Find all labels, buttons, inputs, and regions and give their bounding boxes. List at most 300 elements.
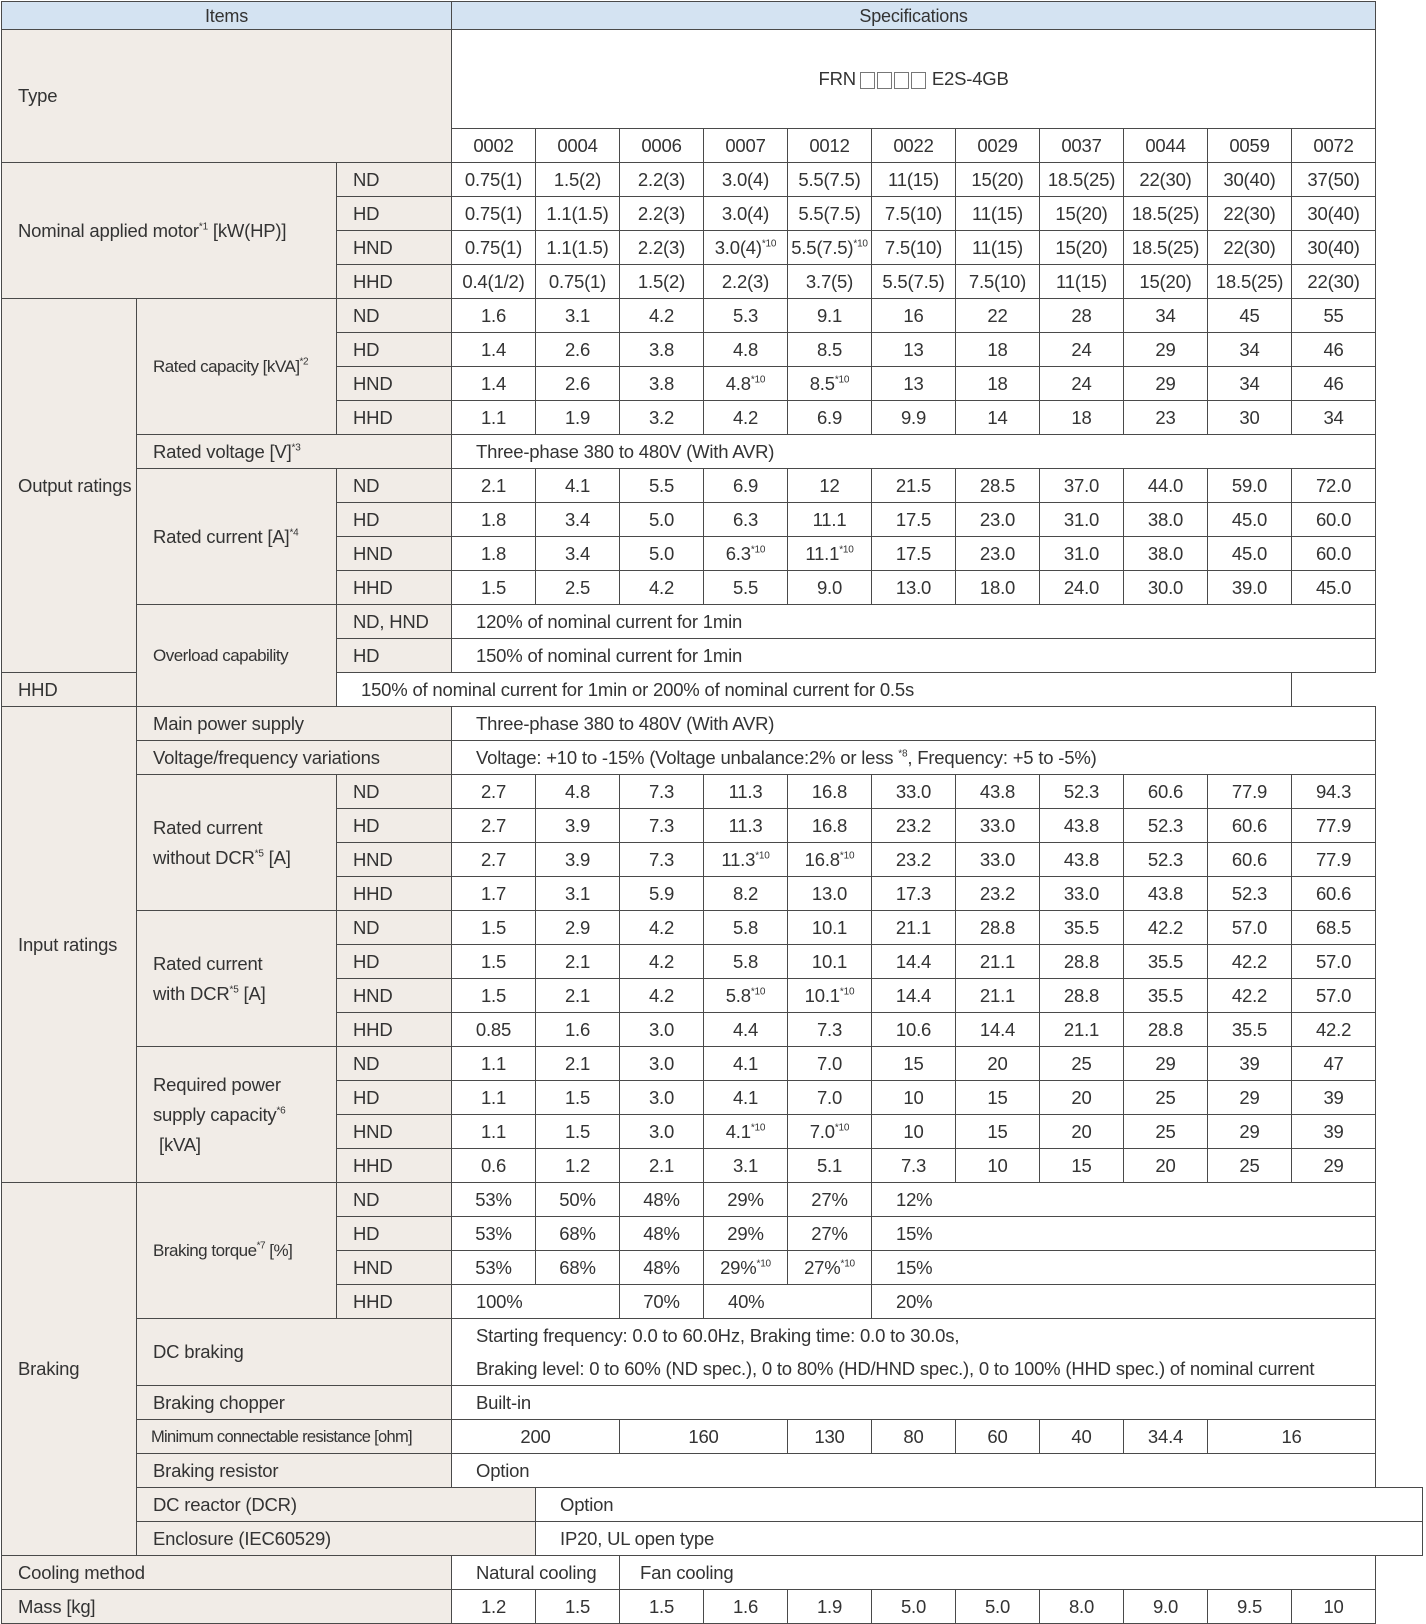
type-code: 0029 [956, 129, 1040, 163]
value-text: 5.5 [648, 474, 675, 496]
value-cell [1124, 945, 1208, 979]
braking-resistor-value: Option [452, 1454, 1376, 1488]
value-text: 42.2 [1147, 916, 1184, 938]
braking-resistor-label: Braking resistor [137, 1454, 452, 1488]
value-text: 52.3 [1147, 814, 1184, 836]
value-cell [1208, 877, 1292, 911]
type-row [2, 30, 1423, 129]
value-text: 29 [1155, 372, 1176, 394]
torque-value [536, 1217, 620, 1251]
value-cell [956, 265, 1040, 299]
value-text: 23.2 [895, 814, 932, 836]
value-text: 16.8 [811, 780, 848, 802]
value-text: 53% [475, 1188, 512, 1210]
value-cell [1040, 571, 1124, 605]
value-cell [872, 775, 956, 809]
mode-nd: ND [337, 469, 452, 503]
mode-hd: HD [337, 197, 452, 231]
mode-nd: ND [337, 911, 452, 945]
value-cell [872, 809, 956, 843]
value-text: 30(40) [1307, 236, 1360, 258]
value-text: 7.5(10) [884, 202, 943, 224]
type-code: 0022 [872, 129, 956, 163]
value-text: 17.3 [895, 882, 932, 904]
value-text: 31.0 [1063, 508, 1100, 530]
value-text: 1.8 [480, 508, 507, 530]
value-cell [704, 231, 788, 265]
value-text: 8.5 [809, 372, 835, 394]
value-cell [704, 911, 788, 945]
value-cell [872, 197, 956, 231]
value-cell [704, 265, 788, 299]
model-suffix: E2S-4GB [931, 68, 1009, 89]
value-text: 3.0 [648, 1086, 675, 1108]
value-cell [704, 571, 788, 605]
value-text: 1.8 [480, 542, 507, 564]
torque-value [704, 1183, 788, 1217]
label-text: with DCR [153, 982, 230, 1004]
torque-value [536, 1251, 620, 1285]
value-cell [872, 571, 956, 605]
value-cell [956, 469, 1040, 503]
value-text: 6.3 [725, 542, 751, 564]
value-cell [1208, 537, 1292, 571]
value-text: 2.7 [480, 780, 507, 802]
value-cell [872, 163, 956, 197]
mode-hd: HD [337, 639, 452, 673]
value-cell [1124, 775, 1208, 809]
value-text: 18.5(25) [1131, 236, 1200, 258]
value-text: 30 [1239, 406, 1260, 428]
footnote-10: *10 [839, 850, 855, 861]
value-cell [536, 945, 620, 979]
value-cell [956, 537, 1040, 571]
value-text: 29% [720, 1256, 757, 1278]
value-text: 4.1 [564, 474, 591, 496]
value-cell [872, 1081, 956, 1115]
value-cell [536, 265, 620, 299]
value-cell [1040, 197, 1124, 231]
value-text: 5.5(7.5) [798, 202, 861, 224]
mode-nd: ND [337, 775, 452, 809]
value-text: 8.5 [816, 338, 843, 360]
enclosure-label: Enclosure (IEC60529) [137, 1522, 536, 1556]
value-cell [956, 877, 1040, 911]
value-text: 72.0 [1315, 474, 1352, 496]
torque-value [452, 1183, 536, 1217]
label-text: Rated voltage [V] [153, 440, 292, 462]
value-cell [620, 809, 704, 843]
value-text: 57.0 [1231, 916, 1268, 938]
type-code: 0037 [1040, 129, 1124, 163]
value-text: 11.3 [728, 814, 763, 836]
value-text: 5.8 [725, 984, 751, 1006]
torque-value [872, 1183, 1376, 1217]
value-text: 3.2 [648, 406, 675, 428]
value-cell [1292, 265, 1376, 299]
footnote-5: *5 [254, 848, 264, 859]
value-text: 3.1 [732, 1154, 759, 1176]
value-cell [620, 877, 704, 911]
value-cell [452, 945, 536, 979]
value-cell [620, 843, 704, 877]
value-text: 33.0 [895, 780, 932, 802]
value-text: 68% [559, 1256, 596, 1278]
value-cell [1124, 231, 1208, 265]
footnote-10: *10 [750, 1122, 766, 1133]
value-text: 2.6 [564, 338, 591, 360]
mode-hd: HD [337, 503, 452, 537]
value-cell [872, 231, 956, 265]
value-text: 57.0 [1315, 950, 1352, 972]
value-text: 2.6 [564, 372, 591, 394]
value-text: 1.5 [564, 1120, 591, 1142]
overload-value: 150% of nominal current for 1min or 200% of nominal current for 0.5s [337, 673, 1292, 707]
value-cell [1124, 333, 1208, 367]
mode-hhd: HHD [337, 265, 452, 299]
value-text: 45.0 [1231, 542, 1268, 564]
value-text: 1.1(1.5) [546, 202, 609, 224]
value-cell [704, 1115, 788, 1149]
value-text: 4.2 [648, 576, 675, 598]
value-cell [1208, 197, 1292, 231]
value-cell [452, 469, 536, 503]
value-cell [1208, 469, 1292, 503]
value-text: 2.1 [648, 1154, 675, 1176]
value-text: 27% [804, 1256, 841, 1278]
overload-capability-label: Overload capability [137, 605, 337, 707]
value-text: 28.8 [979, 916, 1016, 938]
overload-row [2, 605, 1423, 639]
value-text: 52.3 [1231, 882, 1268, 904]
value-text: 70% [643, 1290, 680, 1312]
type-code: 0012 [788, 129, 872, 163]
value-text: 31.0 [1063, 542, 1100, 564]
braking-chopper-row [2, 1386, 1423, 1420]
value-text: 23.0 [979, 508, 1016, 530]
value-text: 43.8 [1147, 882, 1184, 904]
value-cell [620, 1013, 704, 1047]
value-text: 2.2(3) [637, 168, 686, 190]
mass-value: 9.0 [1124, 1590, 1208, 1624]
braking-torque-row [2, 1183, 1423, 1217]
value-text: 4.2 [648, 984, 675, 1006]
type-code: 0072 [1292, 129, 1376, 163]
value-text: 12 [819, 474, 840, 496]
value-cell [956, 843, 1040, 877]
value-cell [452, 537, 536, 571]
value-cell [704, 537, 788, 571]
value-text: 21.1 [895, 916, 932, 938]
value-cell [536, 979, 620, 1013]
value-text: 33.0 [979, 814, 1016, 836]
value-text: 11.1 [805, 542, 840, 564]
value-cell [1124, 537, 1208, 571]
value-cell [620, 1115, 704, 1149]
value-text: 3.7(5) [805, 270, 854, 292]
value-cell [1124, 911, 1208, 945]
value-text: 2.1 [564, 984, 591, 1006]
value-cell [1208, 333, 1292, 367]
value-text: 25 [1155, 1120, 1176, 1142]
value-cell [1208, 265, 1292, 299]
value-text: 59.0 [1231, 474, 1268, 496]
value-cell [788, 231, 872, 265]
footnote-4: *4 [289, 527, 299, 538]
value-text: 33.0 [1063, 882, 1100, 904]
value-cell [1208, 911, 1292, 945]
value-cell [536, 843, 620, 877]
mode-nd: ND [337, 1183, 452, 1217]
value-cell [620, 775, 704, 809]
mode-hd: HD [337, 333, 452, 367]
value-cell [1292, 299, 1376, 333]
mode-hnd: HND [337, 1251, 452, 1285]
label-text: Braking torque [153, 1240, 257, 1260]
value-text: 1.1 [480, 1086, 507, 1108]
value-cell [872, 1047, 956, 1081]
label-text: Rated capacity [kVA] [153, 356, 300, 376]
type-code: 0004 [536, 129, 620, 163]
value-text: 77.9 [1315, 814, 1352, 836]
value-text: 3.9 [564, 814, 591, 836]
value-cell [1208, 231, 1292, 265]
value-text: 17.5 [895, 508, 932, 530]
value-text: 1.5 [480, 576, 507, 598]
value-text: 10.1 [804, 984, 840, 1006]
torque-value [872, 1251, 1376, 1285]
value-cell [452, 877, 536, 911]
value-cell [1040, 877, 1124, 911]
value-cell [1292, 367, 1376, 401]
value-cell [1292, 469, 1376, 503]
model-prefix: FRN [818, 68, 856, 89]
value-text: 9.1 [816, 304, 843, 326]
value-text: 0.75(1) [464, 168, 523, 190]
mass-value: 8.0 [1040, 1590, 1124, 1624]
value-text: 4.1 [725, 1120, 751, 1142]
value-text: 14 [987, 406, 1008, 428]
value-cell [452, 503, 536, 537]
type-label: Type [2, 30, 452, 163]
value-text: 7.5(10) [968, 270, 1027, 292]
value-cell [536, 163, 620, 197]
value-text: 11(15) [972, 202, 1023, 224]
footnote-8: *8 [898, 748, 908, 759]
mode-hnd: HND [337, 537, 452, 571]
value-cell [956, 571, 1040, 605]
value-cell [1040, 809, 1124, 843]
value-text: Starting frequency: 0.0 to 60.0Hz, Braking time: 0.0 to 30.0s, [476, 1325, 960, 1346]
value-cell [788, 1115, 872, 1149]
mass-value: 1.5 [620, 1590, 704, 1624]
value-text: 57.0 [1315, 984, 1352, 1006]
value-text: 38.0 [1147, 542, 1184, 564]
value-text: 2.7 [480, 814, 507, 836]
value-text: 1.4 [480, 338, 507, 360]
value-cell [452, 231, 536, 265]
rated-voltage-label [137, 435, 452, 469]
value-text: 34 [1239, 338, 1260, 360]
value-text: 22(30) [1223, 236, 1276, 258]
mode-hhd: HHD [337, 1285, 452, 1319]
label-text: without DCR [153, 846, 255, 868]
value-text: 60.6 [1147, 780, 1184, 802]
value-cell [1124, 401, 1208, 435]
natural-cooling-value: Natural cooling [452, 1556, 620, 1590]
value-cell [1040, 537, 1124, 571]
value-cell [1124, 1081, 1208, 1115]
value-text: 11(15) [1056, 270, 1107, 292]
torque-value [620, 1183, 704, 1217]
value-cell [452, 911, 536, 945]
value-text: 40% [728, 1290, 765, 1312]
value-text: 39 [1323, 1120, 1344, 1142]
value-text: 60.6 [1315, 882, 1352, 904]
value-text: 48% [643, 1256, 680, 1278]
value-text: 25 [1239, 1154, 1260, 1176]
label-text: Rated current [153, 816, 263, 838]
value-text: 4.8 [732, 338, 759, 360]
label-text: Nominal applied motor [18, 219, 199, 241]
value-text: 35.5 [1147, 984, 1184, 1006]
value-cell [452, 1013, 536, 1047]
resistance-value: 160 [620, 1420, 788, 1454]
value-cell [1208, 809, 1292, 843]
main-power-row [2, 707, 1423, 741]
value-cell [1292, 1047, 1376, 1081]
value-text: 27% [811, 1222, 848, 1244]
resistance-value: 80 [872, 1420, 956, 1454]
mass-value: 5.0 [872, 1590, 956, 1624]
value-cell [788, 1047, 872, 1081]
value-cell [1208, 775, 1292, 809]
value-text: 21.1 [979, 950, 1016, 972]
braking-chopper-label: Braking chopper [137, 1386, 452, 1420]
value-cell [1208, 1149, 1292, 1183]
value-text: 42.2 [1231, 984, 1268, 1006]
value-cell [872, 1149, 956, 1183]
value-text: 11(15) [972, 236, 1023, 258]
dc-reactor-label: DC reactor (DCR) [137, 1488, 536, 1522]
value-cell [704, 401, 788, 435]
value-cell [1208, 503, 1292, 537]
rated-current-label [137, 469, 337, 605]
torque-value [704, 1251, 788, 1285]
value-text: 1.5 [480, 984, 507, 1006]
torque-value [704, 1217, 788, 1251]
type-code: 0059 [1208, 129, 1292, 163]
value-text: 46 [1323, 372, 1344, 394]
value-text: 34 [1239, 372, 1260, 394]
value-cell [620, 537, 704, 571]
value-cell [1124, 1115, 1208, 1149]
value-text: 0.85 [475, 1018, 512, 1040]
mode-hnd: HND [337, 979, 452, 1013]
torque-value [788, 1183, 872, 1217]
torque-value [536, 1183, 620, 1217]
value-text: 1.1 [480, 1052, 507, 1074]
footnote-10: *10 [839, 544, 854, 555]
value-text: 10 [903, 1086, 924, 1108]
value-cell [872, 401, 956, 435]
cooling-row [2, 1556, 1423, 1590]
value-text: 43.8 [979, 780, 1016, 802]
value-text: 0.6 [480, 1154, 507, 1176]
value-cell [872, 299, 956, 333]
minimum-resistance-label: Minimum connectable resistance [ohm] [137, 1420, 452, 1454]
mode-hnd: HND [337, 231, 452, 265]
mode-hhd: HHD [337, 1149, 452, 1183]
value-cell [536, 1115, 620, 1149]
footnote-1: *1 [198, 221, 208, 232]
label-unit: [kW(HP)] [207, 219, 287, 241]
value-text: 15(20) [1055, 236, 1108, 258]
value-cell [1292, 911, 1376, 945]
value-text: 60.0 [1315, 508, 1352, 530]
value-text: 3.0 [648, 1052, 675, 1074]
value-cell [452, 571, 536, 605]
footnote-10: *10 [756, 1258, 771, 1269]
value-text: 3.9 [564, 848, 591, 870]
type-code: 0002 [452, 129, 536, 163]
value-cell [1124, 809, 1208, 843]
mass-value: 1.5 [536, 1590, 620, 1624]
rated-voltage-value: Three-phase 380 to 480V (With AVR) [452, 435, 1376, 469]
value-text: 18.5(25) [1047, 168, 1116, 190]
dc-braking-label: DC braking [137, 1319, 452, 1386]
value-text: 29 [1239, 1086, 1260, 1108]
value-cell [704, 809, 788, 843]
value-text: 13 [903, 338, 924, 360]
value-text: 47 [1323, 1052, 1344, 1074]
value-cell [1292, 231, 1376, 265]
value-cell [872, 265, 956, 299]
label-unit: [%] [265, 1240, 293, 1260]
value-cell [1124, 265, 1208, 299]
type-code: 0044 [1124, 129, 1208, 163]
value-cell [704, 299, 788, 333]
value-cell [872, 537, 956, 571]
items-header: Items [2, 2, 452, 30]
value-cell [1040, 843, 1124, 877]
mode-hhd: HHD [337, 1013, 452, 1047]
rated-current-with-dcr-label [137, 911, 337, 1047]
value-cell [788, 1081, 872, 1115]
value-cell [452, 775, 536, 809]
value-text: 46 [1323, 338, 1344, 360]
value-cell [620, 571, 704, 605]
value-cell [704, 945, 788, 979]
value-text: 5.0 [648, 542, 675, 564]
value-text: 23 [1155, 406, 1176, 428]
value-cell [452, 1115, 536, 1149]
mode-hd: HD [337, 1081, 452, 1115]
main-power-supply-value: Three-phase 380 to 480V (With AVR) [452, 707, 1376, 741]
value-text: 17.5 [895, 542, 932, 564]
value-text: 1.1 [480, 406, 507, 428]
value-text: 3.0(4) [721, 202, 770, 224]
value-text: 11.1 [812, 508, 847, 530]
value-text: 39 [1239, 1052, 1260, 1074]
value-cell [1040, 1047, 1124, 1081]
value-text: 10 [987, 1154, 1008, 1176]
value-text: 30(40) [1307, 202, 1360, 224]
value-text: 48% [643, 1188, 680, 1210]
value-cell [1208, 945, 1292, 979]
value-cell [956, 945, 1040, 979]
torque-value [452, 1285, 620, 1319]
